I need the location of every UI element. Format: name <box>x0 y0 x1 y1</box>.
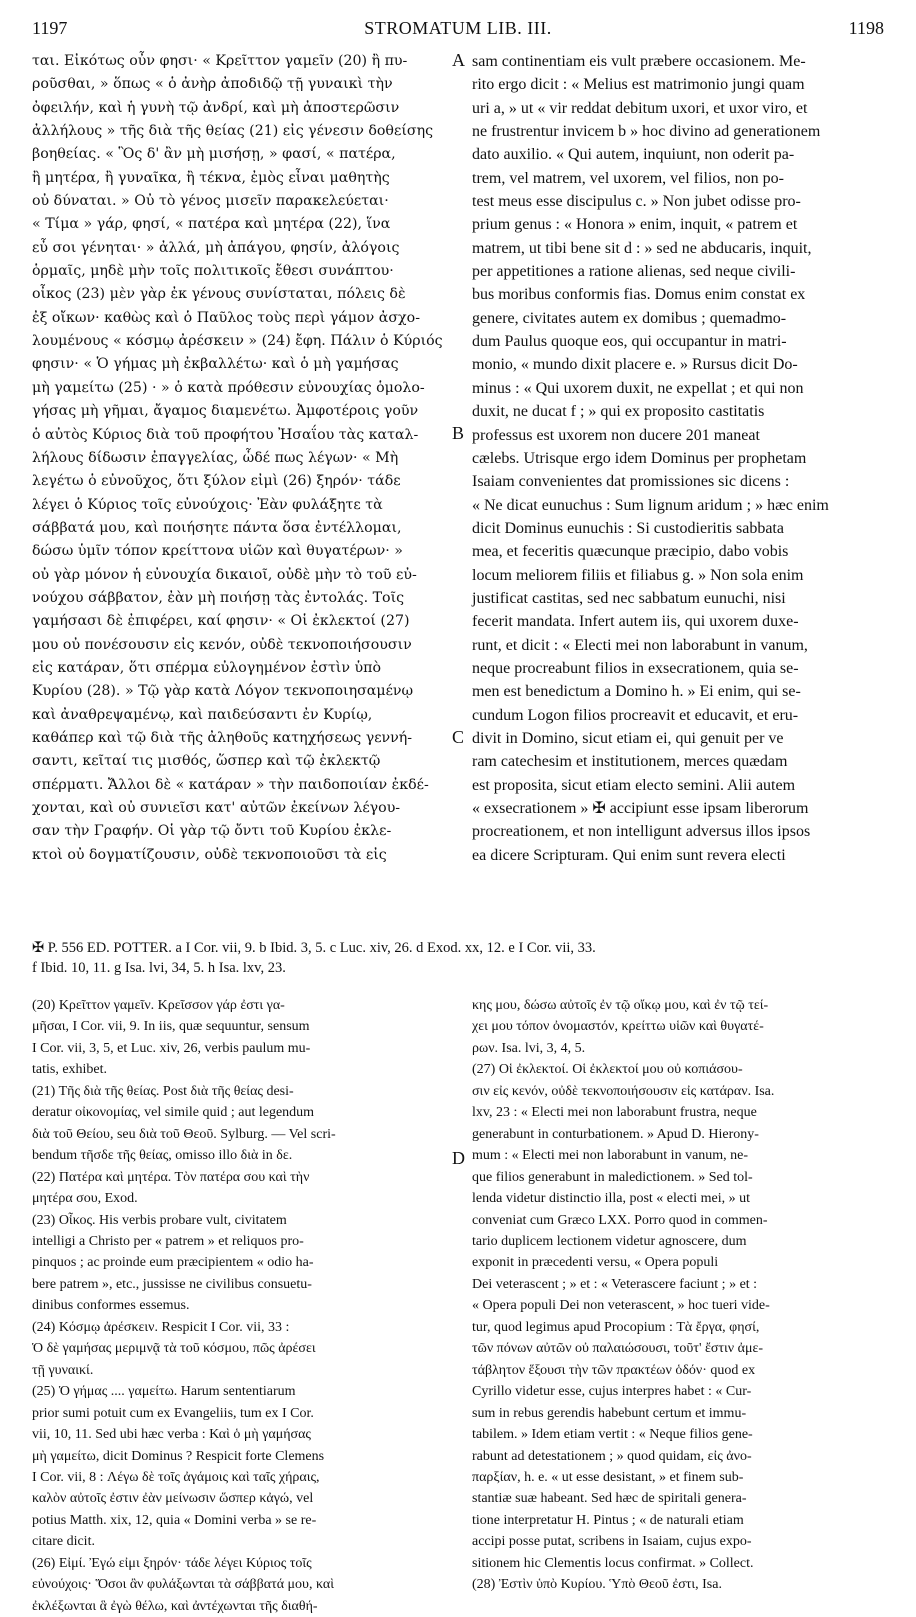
note-line: deratur οἰκονομίας, vel simile quid ; aut legendum <box>32 1105 315 1121</box>
note-line: sitionem hic Clementis locus confirmat. » Collect. <box>472 1555 754 1571</box>
latin-text-line: professus est uxorem non ducere 201 maneat <box>472 426 760 444</box>
note-line: generabunt in conturbationem. » Apud D. Hierony- <box>472 1126 759 1142</box>
greek-text-line: μὴ γαμείτω (25) · » ὁ κατὰ πρόθεσιν εὐνουχίας ὁμολο- <box>32 379 425 396</box>
greek-text-line: φησιν· « Ὁ γήμας μὴ ἐκβαλλέτω· καὶ ὁ μὴ γαμήσας <box>32 356 399 373</box>
latin-text-line: rito ergo dicit : « Melius est matrimonio jungi quam <box>472 76 805 94</box>
note-line: intelligi a Christo per « patrem » et reliquos pro- <box>32 1233 304 1249</box>
greek-text-line: λήλους δίδωσιν ἐπαγγελίας, ὧδέ πως λέγων· « Μὴ <box>32 449 399 466</box>
latin-text-line: matrem, ut tibi bene sit d : » sed ne abducaris, inquit, <box>472 239 812 257</box>
margin-letter-b: B <box>452 423 465 443</box>
latin-text-line: minus : « Qui uxorem duxit, ne expellat ; et qui non <box>472 379 804 397</box>
latin-text-line: dicit Dominus eunuchis : Si custodieritis sabbata <box>472 519 784 537</box>
greek-text-line: σαν τὴν Γραφήν. Οἱ γὰρ τῷ ὄντι τοῦ Κυρίου ἐκλε- <box>32 823 392 840</box>
reference-line: f Ibid. 10, 11. g Isa. lvi, 34, 5. h Isa. lxv, 23. <box>32 960 286 976</box>
note-line: citare dicit. <box>32 1534 95 1550</box>
latin-text-line: mea, et feceritis quæcunque præcipio, dabo vobis <box>472 543 789 561</box>
note-line: μῆσαι, I Cor. vii, 9. In iis, quæ sequuntur, sensum <box>32 1019 310 1035</box>
note-line: παρξίαν, h. e. « ut esse desistant, » et finem sub- <box>472 1469 744 1485</box>
greek-text-line: νούχου σάββατον, ἐὰν μὴ ποιήσῃ τὰς ἐντολάς. Τοῖς <box>32 589 405 606</box>
greek-text-line: εὖ σοι γένηται· » ἀλλά, μὴ ἀπάγου, φησίν, ἀλόγοις <box>32 239 400 256</box>
greek-text-line: εἰς κατάραν, ὅτι σπέρμα εὐλογημένον ἐστὶν ὑπὸ <box>32 659 381 676</box>
greek-text-line: σάββατά μου, καὶ ποιήσητε πάντα ὅσα ἐντέλλομαι, <box>32 519 402 536</box>
latin-text-line: bus moribus conformis fias. Domus enim constat ex <box>472 286 806 304</box>
greek-text-column <box>32 50 450 867</box>
note-line: ἐκλέξωνται ἃ ἐγὼ θέλω, καὶ ἀντέχωνται τῆς διαθή- <box>32 1598 318 1614</box>
latin-text-line: ne frustrentur invicem b » hoc divino ad generationem <box>472 123 821 141</box>
running-header <box>32 18 884 42</box>
notes-left-column <box>32 995 450 1617</box>
note-line: bendum τῆσδε τῆς θείας, omisso illo διὰ in δε. <box>32 1148 293 1164</box>
note-line: (27) Οἱ ἐκλεκτοί. Οἱ ἐκλεκτοί μου οὐ κοπιάσου- <box>472 1062 743 1078</box>
latin-text-line: per appetitiones a ratione alienas, sed neque civili- <box>472 263 796 281</box>
greek-text-line: σαντι, κεῖταί τις μισθός, ὥσπερ καὶ τῷ ἐκλεκτῷ <box>32 753 381 770</box>
note-line: I Cor. vii, 8 : Λέγω δὲ τοῖς ἀγάμοις καὶ ταῖς χήραις, <box>32 1469 320 1485</box>
latin-text-line: trem, vel matrem, vel uxorem, vel filios, non po- <box>472 169 784 187</box>
greek-text-line: ἀλλήλους » τῆς διὰ τῆς θείας (21) εἰς γένεσιν δοθείσης <box>32 123 434 140</box>
latin-text-line: fecerit mandata. Infert autem iis, qui uxorem duxe- <box>472 613 799 631</box>
greek-text-line: γήσας μὴ γῆμαι, ἄγαμος διαμενέτω. Ἀμφοτέροις γοῦν <box>32 403 419 420</box>
note-line: accipi posse putat, scribens in Isaiam, cujus expo- <box>472 1534 752 1550</box>
note-line: tione interpretatur H. Pintus ; « de naturali etiam <box>472 1512 744 1528</box>
margin-letter-c: C <box>452 727 465 747</box>
right-page-number: 1198 <box>848 18 884 38</box>
greek-text-line: ροῦσθαι, » ὅπως « ὁ ἀνὴρ ἀποδιδῷ τῇ γυναικὶ τὴν <box>32 76 393 93</box>
latin-text-line: justificat castitas, sed nec sabbatum eunuchi, nisi <box>472 589 786 607</box>
latin-text-line: duxit, ne ducat f ; » qui ex proposito castitatis <box>472 403 765 421</box>
note-line: (22) Πατέρα καὶ μητέρα. Τὸν πατέρα σου καὶ τὴν <box>32 1169 310 1185</box>
greek-text-line: κτοὶ οὐ δογματίζουσιν, οὐδὲ τεκνοποιοῦσι τὰ εἰς <box>32 846 387 863</box>
note-line: (21) Τῆς διὰ τῆς θείας. Post διὰ τῆς θείας desi- <box>32 1083 294 1099</box>
note-line: tario duplicem lectionem videtur agnoscere, dum <box>472 1233 747 1249</box>
running-title: STROMATUM LIB. III. <box>364 18 552 38</box>
latin-text-line: cundum Logon filios procreavit et educavit, et eru- <box>472 706 799 724</box>
note-line: Ὁ δὲ γαμήσας μεριμνᾷ τὰ τοῦ κόσμου, πῶς ἀρέσει <box>32 1341 316 1357</box>
note-line: (25) Ὁ γήμας .... γαμείτω. Harum sententiarum <box>32 1384 296 1400</box>
note-line: (24) Κόσμῳ ἀρέσκειν. Respicit I Cor. vii, 33 : <box>32 1319 290 1335</box>
greek-text-line: μου οὐ πονέσουσιν εἰς κενόν, οὐδὲ τεκνοποιήσουσιν <box>32 636 412 653</box>
latin-text-line: sam continentiam eis vult præbere occasionem. Me- <box>472 53 806 70</box>
note-line: (26) Εἰμί. Ἐγώ εἰμι ξηρόν· τάδε λέγει Κύριος τοῖς <box>32 1555 312 1571</box>
note-line: conveniat cum Græco LXX. Porro quod in commen- <box>472 1212 768 1228</box>
latin-text-line: uri a, » ut « vir reddat debitum uxori, et uxor viro, et <box>472 99 808 117</box>
note-line: tatis, exhibet. <box>32 1062 108 1078</box>
greek-text-line: οὐ δύναται. » Οὐ τὸ γένος μισεῖν παρακελεύεται· <box>32 193 389 210</box>
greek-text-line: οὐ γὰρ μόνον ἡ εὐνουχία δικαιοῖ, οὐδὲ μὴν τὸ τοῦ εὐ- <box>32 566 417 583</box>
note-line: dinibus conformes essemus. <box>32 1298 190 1314</box>
note-line: prior sumi potuit cum ex Evangeliis, tum ex I Cor. <box>32 1405 314 1421</box>
latin-text-line: prium genus : « Honora » enim, inquit, « patrem et <box>472 216 798 234</box>
greek-text-line: « Τίμα » γάρ, φησί, « πατέρα καὶ μητέρα (22), ἵνα <box>32 216 391 233</box>
note-line: μητέρα σου, Exod. <box>32 1191 138 1207</box>
reference-line: ✠ P. 556 ED. POTTER. a I Cor. vii, 9. b Ibid. 3, 5. c Luc. xiv, 26. d Exod. xx, 12. e I Cor. vii, 33. <box>32 940 596 956</box>
greek-text-line: ται. Εἰκότως οὖν φησι· « Κρεῖττον γαμεῖν (20) ἢ πυ- <box>32 53 408 69</box>
latin-text-line: runt, et dicit : « Electi mei non laborabunt in vanum, <box>472 636 808 654</box>
left-page-number: 1197 <box>32 18 68 38</box>
scripture-references <box>32 938 884 978</box>
latin-text-line: cælebs. Utrisque ergo idem Dominus per prophetam <box>472 449 807 467</box>
note-line: τῶν πόνων αὐτῶν οὐ παλαιώσουσι, τοῦτ' ἔστιν ἀμε- <box>472 1341 764 1357</box>
note-line: ρων. Isa. lvi, 3, 4, 5. <box>472 1040 586 1056</box>
note-line: potius Matth. xix, 12, quia « Domini verba » se re- <box>32 1512 317 1528</box>
greek-text-line: δώσω ὑμῖν τόπον κρείττονα υἱῶν καὶ θυγατέρων· » <box>32 543 403 560</box>
note-line: τῇ γυναικί. <box>32 1362 94 1378</box>
note-line: μὴ γαμείτω, dicit Dominus ? Respicit forte Clemens <box>32 1448 325 1464</box>
note-line: τάβλητον ἕξουσι τὴν τῶν πρακτέων ὁδόν· quod ex <box>472 1362 756 1378</box>
note-line: (20) Κρεῖττον γαμεῖν. Κρεῖσσον γάρ ἐστι γα- <box>32 998 285 1013</box>
note-line: κης μου, δώσω αὐτοῖς ἐν τῷ οἴκῳ μου, καὶ ἐν τῷ τεί- <box>472 998 769 1013</box>
greek-text-line: βοηθείας. « Ὃς δ' ἂν μὴ μισήσῃ, » φασί, « πατέρα, <box>32 146 396 163</box>
note-line: mum : « Electi mei non laborabunt in vanum, ne- <box>472 1148 749 1164</box>
latin-text-line: est proposita, sicut etiam electo semini. Alii autem <box>472 776 796 794</box>
greek-text-line: ἢ μητέρα, ἢ γυναῖκα, ἢ τέκνα, ἐμὸς εἶναι μαθητὴς <box>32 169 390 186</box>
latin-text-column <box>472 50 884 867</box>
note-line: lenda videtur distinctio illa, post « electi mei, » ut <box>472 1191 750 1207</box>
note-line: « Opera populi Dei non veterascent, » hoc tueri vide- <box>472 1298 770 1314</box>
latin-text-line: dato auxilio. « Qui autem, inquiunt, non oderit pa- <box>472 146 795 164</box>
greek-text-line: οἶκος (23) μὲν γὰρ ἐκ γένους συνίσταται, πόλεις δὲ <box>32 286 406 303</box>
latin-text-line: procreationem, et non intelligunt adversus illos ipsos <box>472 823 811 841</box>
note-line: διὰ τοῦ Θείου, seu διὰ τοῦ Θεοῦ. Sylburg. — Vel scri- <box>32 1126 336 1142</box>
latin-text-line: Isaiam convenientes dat promissiones sic dicens : <box>472 473 790 491</box>
note-line: lxv, 23 : « Electi mei non laborabunt frustra, neque <box>472 1105 757 1121</box>
latin-text-line: men est benedictum a Domino h. » Ei enim, qui se- <box>472 683 801 701</box>
greek-text-line: ὁ αὐτὸς Κύριος διὰ τοῦ προφήτου Ἠσαΐου τὰς καταλ- <box>32 426 419 443</box>
notes-right-column <box>472 995 884 1596</box>
note-line: I Cor. vii, 3, 5, et Luc. xiv, 26, verbis paulum mu- <box>32 1040 311 1056</box>
note-line: que filios generabunt in maledictionem. » Sed tol- <box>472 1169 753 1185</box>
greek-text-line: καθάπερ καὶ τῷ διὰ τῆς ἀληθοῦς κατηχήσεως γεννή- <box>32 729 413 746</box>
greek-text-line: ἐξ οἴκων· καθὼς καὶ ὁ Παῦλος τοὺς περὶ γάμον ἀσχο- <box>32 309 420 326</box>
greek-text-line: σπέρματι. Ἄλλοι δὲ « κατάραν » τὴν παιδοποιίαν ἐκδέ- <box>32 776 429 793</box>
greek-text-line: Κυρίου (28). » Τῷ γὰρ κατὰ Λόγον τεκνοποιησαμένῳ <box>32 683 414 700</box>
latin-text-line: test meus esse discipulus c. » Non jubet odisse pro- <box>472 193 801 211</box>
note-line: καλὸν αὐτοῖς ἐστιν ἐὰν μείνωσιν ὥσπερ κἀγώ, vel <box>32 1491 314 1507</box>
latin-text-line: « Ne dicat eunuchus : Sum lignum aridum ; » hæc enim <box>472 496 829 514</box>
note-line: εὐνούχοις· Ὅσοι ἂν φυλάξωνται τὰ σάββατά μου, καὶ <box>32 1577 335 1593</box>
note-line: tur, quod legimus apud Procopium : Τὰ ἔργα, φησί, <box>472 1319 760 1335</box>
latin-text-line: divit in Domino, sicut etiam ei, qui genuit per ve <box>472 729 784 747</box>
note-line: pinquos ; ac proinde eum præcipientem « odio ha- <box>32 1255 314 1271</box>
greek-text-line: ὀφειλήν, καὶ ἡ γυνὴ τῷ ἀνδρί, καὶ μὴ ἀποστερῶσιν <box>32 99 400 116</box>
greek-text-line: καὶ ἀναθρεψαμένῳ, καὶ παιδεύσαντι ἐν Κυρίῳ, <box>32 706 373 723</box>
note-line: Cyrillo videtur esse, cujus interpres habet : « Cur- <box>472 1384 752 1400</box>
note-line: χει μου τόπον ὀνομαστόν, κρείττω υἱῶν καὶ θυγατέ- <box>472 1019 764 1035</box>
latin-text-line: monio, « mundo dixit placere e. » Rursus dicit Do- <box>472 356 798 374</box>
note-line: rabunt ad detestationem ; » quod quidam, εἰς ἀνο- <box>472 1448 752 1464</box>
latin-text-line: dum Paulus quoque eos, qui occupantur in matri- <box>472 333 787 351</box>
latin-text-line: ea dicere Scripturam. Qui enim sunt revera electi <box>472 846 786 864</box>
note-line: (23) Οἶκος. His verbis probare vult, civitatem <box>32 1212 287 1228</box>
greek-text-line: λεγέτω ὁ εὐνοῦχος, ὅτι ξύλον εἰμὶ (26) ξηρόν· τάδε <box>32 473 401 490</box>
margin-letter-a: A <box>452 50 465 70</box>
latin-text-line: ram catechesim et institutionem, merces quædam <box>472 753 788 771</box>
greek-text-line: γαμήσασι δὲ ἐπιφέρει, καί φησιν· « Οἱ ἐκλεκτοί (27) <box>32 613 410 630</box>
note-line: exponit in præcedenti versu, « Opera populi <box>472 1255 719 1271</box>
note-line: sum in rebus gerendis habebunt certum et immu- <box>472 1405 747 1421</box>
note-line: stantiæ suæ habeant. Sed hæc de spiritali genera- <box>472 1491 747 1507</box>
latin-text-line: « exsecrationem » ✠ accipiunt esse ipsam liberorum <box>472 800 809 817</box>
latin-text-line: locum meliorem filiis et filiabus g. » Non sola enim <box>472 566 804 584</box>
latin-text-line: neque procreabunt filios in exsecrationem, quia se- <box>472 659 799 677</box>
greek-text-line: λουμένους « κόσμῳ ἀρέσκειν » (24) ἔφη. Πάλιν ὁ Κύριός <box>32 333 443 350</box>
note-line: vii, 10, 11. Sed ubi hæc verba : Καὶ ὁ μὴ γαμήσας <box>32 1427 311 1443</box>
note-line: Dei veterascent ; » et : « Veterascere faciunt ; » et : <box>472 1276 758 1292</box>
latin-text-line: genere, civitates autem ex domibus ; quemadmo- <box>472 309 787 327</box>
note-line: tabilem. » Idem etiam vertit : « Neque filios gene- <box>472 1427 753 1443</box>
greek-text-line: λέγει ὁ Κύριος τοῖς εὐνούχοις· Ἐὰν φυλάξητε τὰ <box>32 496 383 513</box>
note-line: bere patrem », etc., jussisse ne civilibus consuetu- <box>32 1276 312 1292</box>
note-line: (28) Ἐστὶν ὑπὸ Κυρίου. Ὑπὸ Θεοῦ ἐστι, Isa. <box>472 1577 722 1593</box>
note-line: σιν εἰς κενόν, οὐδὲ τεκνοποιήσουσιν εἰς κατάραν. Isa. <box>472 1083 775 1099</box>
greek-text-line: χονται, καὶ οὐ συνιεῖσι κατ' αὐτῶν ἐκείνων λέγου- <box>32 800 401 816</box>
greek-text-line: ὁρμαῖς, μηδὲ μὴν τοῖς πολιτικοῖς ἔθεσι συνάπτου· <box>32 263 394 280</box>
margin-letter-d: D <box>452 1148 465 1168</box>
